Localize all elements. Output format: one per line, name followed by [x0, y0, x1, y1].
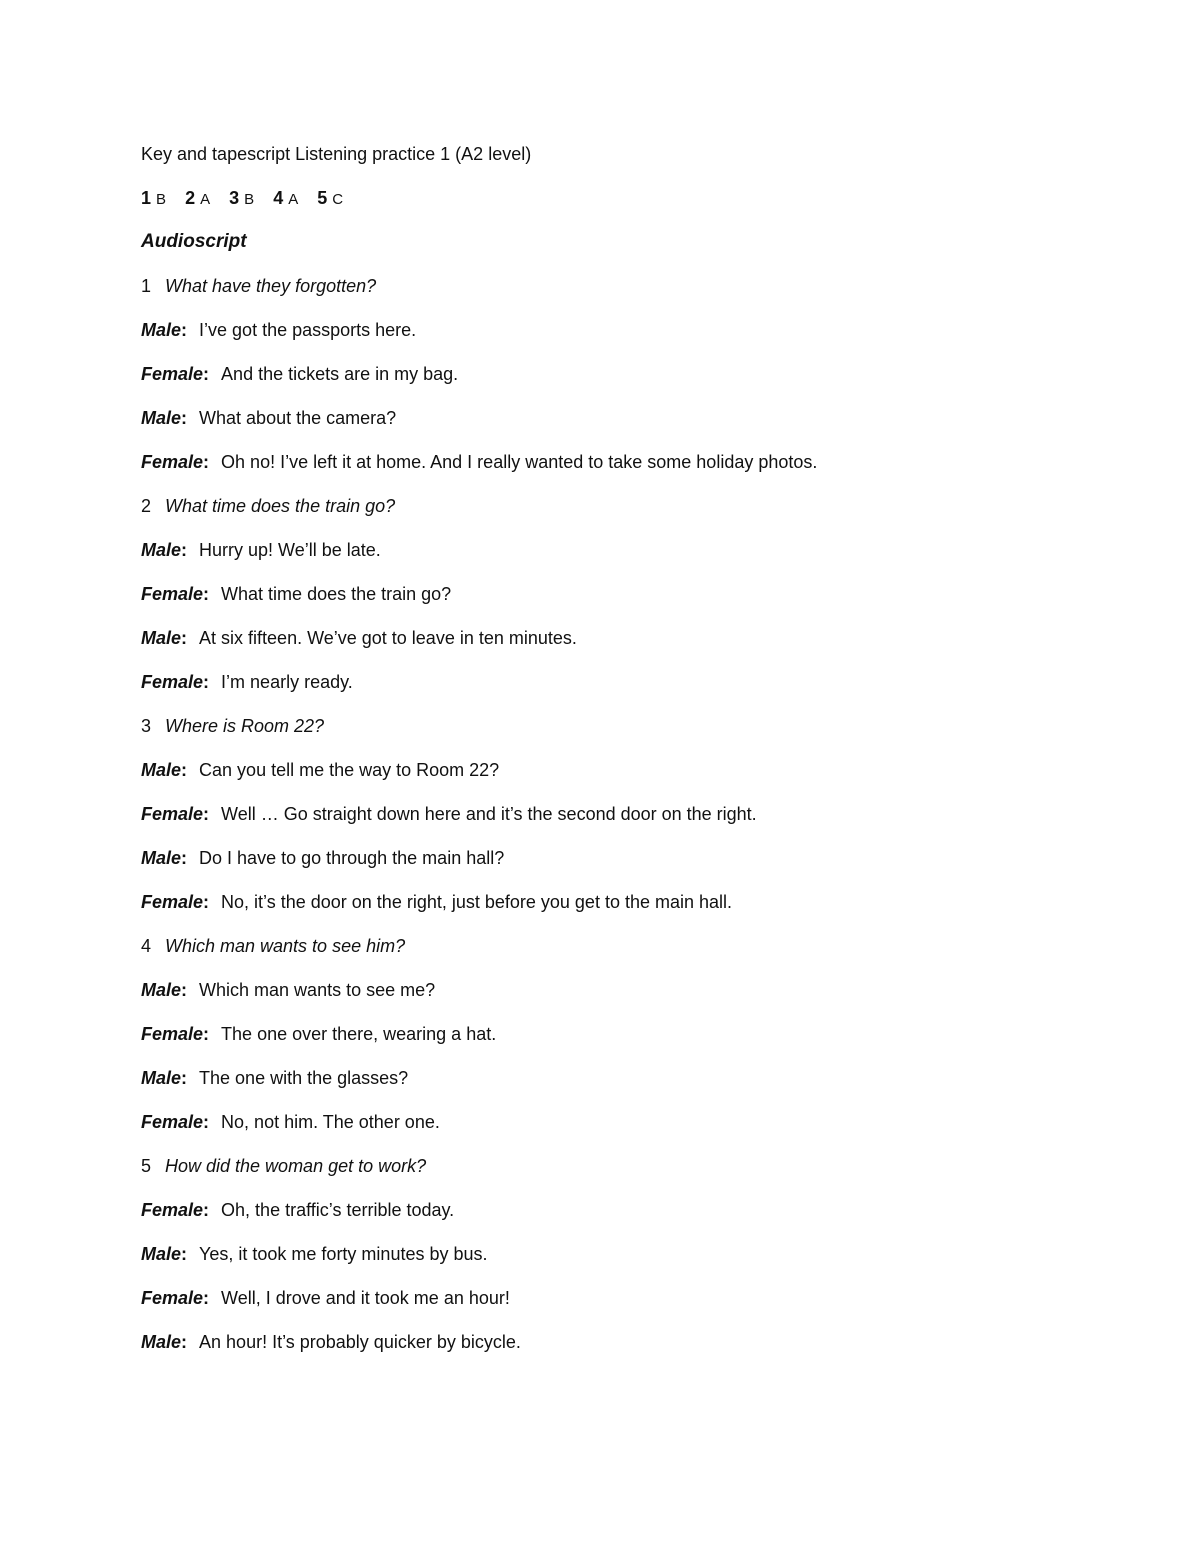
utterance: Do I have to go through the main hall? — [199, 848, 505, 868]
dialogue-line — [141, 1198, 1041, 1222]
speaker-label: Female: — [141, 452, 210, 472]
question-line — [141, 494, 1041, 518]
speaker-label: Male: — [141, 1068, 188, 1088]
dialogue-line — [141, 1066, 1041, 1090]
utterance: Well, I drove and it took me an hour! — [221, 1288, 510, 1308]
dialogue-line — [141, 318, 1041, 342]
speaker-label: Female: — [141, 1288, 210, 1308]
answer-key-num: 2 — [185, 188, 196, 208]
utterance: And the tickets are in my bag. — [221, 364, 459, 384]
speaker-label: Female: — [141, 1200, 210, 1220]
dialogue-line — [141, 1110, 1041, 1134]
dialogue-line — [141, 846, 1041, 870]
utterance: What about the camera? — [199, 408, 397, 428]
question-number: 4 — [141, 936, 152, 956]
dialogue-line — [141, 1022, 1041, 1046]
speaker-label: Male: — [141, 980, 188, 1000]
utterance: At six fifteen. We’ve got to leave in ten minutes. — [199, 628, 577, 648]
question-line — [141, 714, 1041, 738]
question-number: 1 — [141, 276, 152, 296]
utterance: What time does the train go? — [221, 584, 452, 604]
speaker-label: Female: — [141, 1112, 210, 1132]
answer-key-num: 4 — [273, 188, 284, 208]
utterance: The one over there, wearing a hat. — [221, 1024, 497, 1044]
question-number: 3 — [141, 716, 152, 736]
speaker-label: Male: — [141, 540, 188, 560]
utterance: Which man wants to see me? — [199, 980, 436, 1000]
utterance: An hour! It’s probably quicker by bicycle. — [199, 1332, 521, 1352]
dialogue-line — [141, 582, 1041, 606]
dialogue-line — [141, 362, 1041, 386]
answer-key-num: 5 — [317, 188, 328, 208]
document-title: Key and tapescript Listening practice 1 (A2 level) — [141, 144, 532, 164]
dialogue-line — [141, 670, 1041, 694]
question-number: 2 — [141, 496, 152, 516]
speaker-label: Male: — [141, 848, 188, 868]
answer-key-letter: B — [156, 191, 167, 208]
dialogue-line — [141, 538, 1041, 562]
speaker-label: Female: — [141, 672, 210, 692]
question-text: Where is Room 22? — [165, 716, 325, 736]
dialogue-line — [141, 450, 1041, 474]
answer-key — [141, 186, 1041, 210]
answer-key-num: 1 — [141, 188, 152, 208]
dialogue-line — [141, 1242, 1041, 1266]
answer-key-num: 3 — [229, 188, 240, 208]
answer-key-letter: B — [244, 191, 255, 208]
document-page — [141, 142, 1041, 1374]
answer-key-letter: A — [288, 191, 299, 208]
utterance: The one with the glasses? — [199, 1068, 409, 1088]
speaker-label: Female: — [141, 1024, 210, 1044]
utterance: Oh, the traffic’s terrible today. — [221, 1200, 455, 1220]
audioscript-heading: Audioscript — [141, 231, 247, 252]
answer-key-letter: C — [332, 191, 344, 208]
speaker-label: Female: — [141, 584, 210, 604]
dialogue-line — [141, 802, 1041, 826]
question-number: 5 — [141, 1156, 152, 1176]
speaker-label: Female: — [141, 364, 210, 384]
utterance: Yes, it took me forty minutes by bus. — [199, 1244, 488, 1264]
question-text: Which man wants to see him? — [165, 936, 406, 956]
dialogue-line — [141, 626, 1041, 650]
speaker-label: Female: — [141, 804, 210, 824]
question-line — [141, 934, 1041, 958]
dialogue-line — [141, 406, 1041, 430]
speaker-label: Male: — [141, 320, 188, 340]
utterance: Can you tell me the way to Room 22? — [199, 760, 500, 780]
utterance: Oh no! I’ve left it at home. And I really wanted to take some holiday photos. — [221, 452, 818, 472]
question-text: What time does the train go? — [165, 496, 396, 516]
speaker-label: Male: — [141, 760, 188, 780]
utterance: Well … Go straight down here and it’s the second door on the right. — [221, 804, 757, 824]
speaker-label: Female: — [141, 892, 210, 912]
question-text: What have they forgotten? — [165, 276, 377, 296]
question-text: How did the woman get to work? — [165, 1156, 427, 1176]
dialogue-line — [141, 978, 1041, 1002]
utterance: I’m nearly ready. — [221, 672, 353, 692]
speaker-label: Male: — [141, 1244, 188, 1264]
dialogue-line — [141, 1286, 1041, 1310]
utterance: Hurry up! We’ll be late. — [199, 540, 381, 560]
answer-key-letter: A — [200, 191, 211, 208]
utterance: No, it’s the door on the right, just before you get to the main hall. — [221, 892, 733, 912]
utterance: I’ve got the passports here. — [199, 320, 417, 340]
utterance: No, not him. The other one. — [221, 1112, 440, 1132]
speaker-label: Male: — [141, 628, 188, 648]
speaker-label: Male: — [141, 1332, 188, 1352]
question-line — [141, 274, 1041, 298]
dialogue-line — [141, 758, 1041, 782]
question-line — [141, 1154, 1041, 1178]
dialogue-line — [141, 1330, 1041, 1354]
dialogue-line — [141, 890, 1041, 914]
speaker-label: Male: — [141, 408, 188, 428]
